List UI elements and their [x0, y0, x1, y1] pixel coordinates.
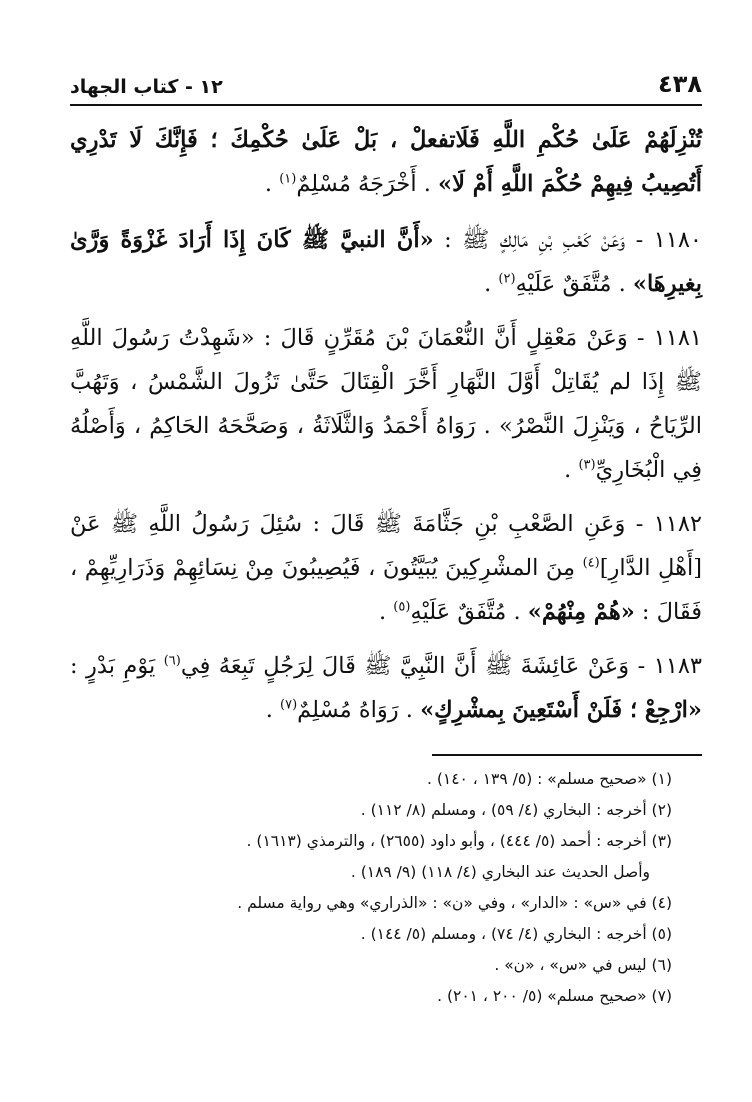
continued-paragraph: [70, 118, 702, 206]
book-page: [70, 60, 702, 1012]
text-segment: .: [484, 271, 499, 297]
hadith-paragraph: [70, 218, 702, 306]
text-segment: .: [564, 457, 579, 483]
footnote-marker: (٢): [498, 271, 516, 287]
hadith-quote: «أَنَّ النبيَّ ﷺ كَانَ إِذَا أَرَادَ غَزْوَةً وَرَّىٰ بِغيرِهَا»: [70, 227, 702, 297]
text-segment: . رَوَاهُ مُسْلِمٌ: [297, 697, 421, 723]
text-segment: . مُتَّفَقٌ عَلَيْهِ: [515, 271, 633, 297]
text-segment: يَوْمِ بَدْرٍ :: [70, 653, 164, 679]
footnote-line: (٥) أخرجه : البخاري (٤/ ٧٤) ، ومسلم (٥/ ١٤٤) .: [360, 925, 672, 943]
footnote-line: (٣) أخرجه : أحمد (٥/ ٤٤٤) ، وأبو داود (٢٦٥٥) ، والترمذي (١٦١٣) .: [246, 832, 672, 850]
footnotes: [70, 764, 702, 1012]
footnote-line: (٦) ليس في «س» ، «ن» .: [494, 956, 672, 974]
footnote-separator: [432, 754, 702, 756]
text-segment: .: [378, 599, 394, 625]
hadith-quote: تُنْزِلَهُمْ عَلَىٰ حُكْمِ اللَّهِ فَلَاتفعلْ ، بَلْ عَلَىٰ حُكْمِكَ ؛ فَإِنَّكَ لَا تَدْرِي أَتُصِيبُ فِيهِمْ حُكْمَ اللَّهِ أَمْ لَا»: [70, 127, 702, 197]
footnote-line: (١) «صحيح مسلم» : (٥/ ١٣٩ ، ١٤٠) .: [426, 770, 672, 788]
text-segment: .: [264, 171, 280, 197]
footnote-marker: (٧): [280, 697, 298, 713]
footnote-marker: (٦): [163, 653, 181, 669]
text-segment: . أَخْرَجَهُ مُسْلِمٌ: [296, 171, 439, 197]
text-segment: . مُتَّفَقٌ عَلَيْهِ: [410, 599, 528, 625]
footnote-line: وأصل الحديث عند البخاري (٤/ ١١٨) (٩/ ١٨٩) .: [350, 863, 650, 881]
footnote-line: (٤) في «س» : «الدار» ، وفي «ن» : «الذراري» وهي رواية مسلم .: [237, 894, 672, 912]
footnote-marker: (٣): [578, 457, 596, 473]
main-text: [70, 118, 702, 732]
footnote-marker: (٥): [393, 599, 411, 615]
hadith-paragraph: [70, 644, 702, 732]
footnote-line: (٢) أخرجه : البخاري (٤/ ٥٩) ، ومسلم (٨/ ١١٢) .: [360, 801, 672, 819]
footnote-line: (٧) «صحيح مسلم» (٥/ ٢٠٠ ، ٢٠١) .: [437, 987, 672, 1005]
text-segment: ١١٨٠ - وَعَنْ كَعْبِ بْنِ مَالِكٍ ﷺ :: [433, 227, 703, 253]
text-segment: ١١٨٢ - وَعَنِ الصَّعْبِ بْنِ جَثَّامَةَ ﷺ قَالَ : سُئِلَ رَسُولُ اللَّهِ ﷺ عَنْ [أَهْلِ الدَّارِ]: [70, 511, 702, 581]
hadith-quote: «هُمْ مِنْهُمْ»: [527, 599, 635, 625]
hadith-quote: «ارْجِعْ ؛ فَلَنْ أَسْتَعِينَ بِمشْرِكٍ»: [420, 697, 702, 723]
text-segment: ١١٨٣ - وَعَنْ عَائِشَةَ ﷺ أَنَّ النَّبِيَّ ﷺ قَالَ لِرَجُلٍ تَبِعَهُ فِي: [180, 653, 703, 679]
page-header: [70, 60, 702, 106]
hadith-paragraph: [70, 502, 702, 634]
chapter-title: ١٢ - كتاب الجهاد: [70, 76, 223, 98]
footnote-marker: (١): [279, 171, 297, 187]
text-segment: ١١٨١ - وَعَنْ مَعْقِلٍ أَنَّ النُّعْمَانَ بْنَ مُقَرِّنٍ قَالَ : «شَهِدْتُ رَسُولَ اللَّهِ ﷺ إِذَا لم يُقَاتِلْ أَوَّلَ النَّهَارِ أَخَّرَ الْقِتَالَ حَتَّىٰ تَزُولَ الشَّمْسُ ، وَتَهُبَّ الرِّيَاحُ ، وَيَنْزِلَ النَّصْرُ» . رَوَاهُ أَحْمَدُ وَالثَّلَاثَةُ ، وَصَحَّحَهُ الحَاكِمُ ، وَأَصْلُهُ فِي الْبُخَارِيِّ: [70, 325, 702, 483]
footnote-marker: (٤): [582, 555, 600, 571]
text-segment: .: [265, 697, 280, 723]
page-number: ٤٣٨: [658, 70, 702, 98]
hadith-paragraph: [70, 316, 702, 492]
text-segment: مِنَ المشْرِكِينَ يُبَيَّتُونَ ، فَيُصِيبُونَ مِنْ نِسَائِهِمْ وَذَرَارِيِّهِمْ ، فَقَالَ :: [70, 555, 702, 625]
